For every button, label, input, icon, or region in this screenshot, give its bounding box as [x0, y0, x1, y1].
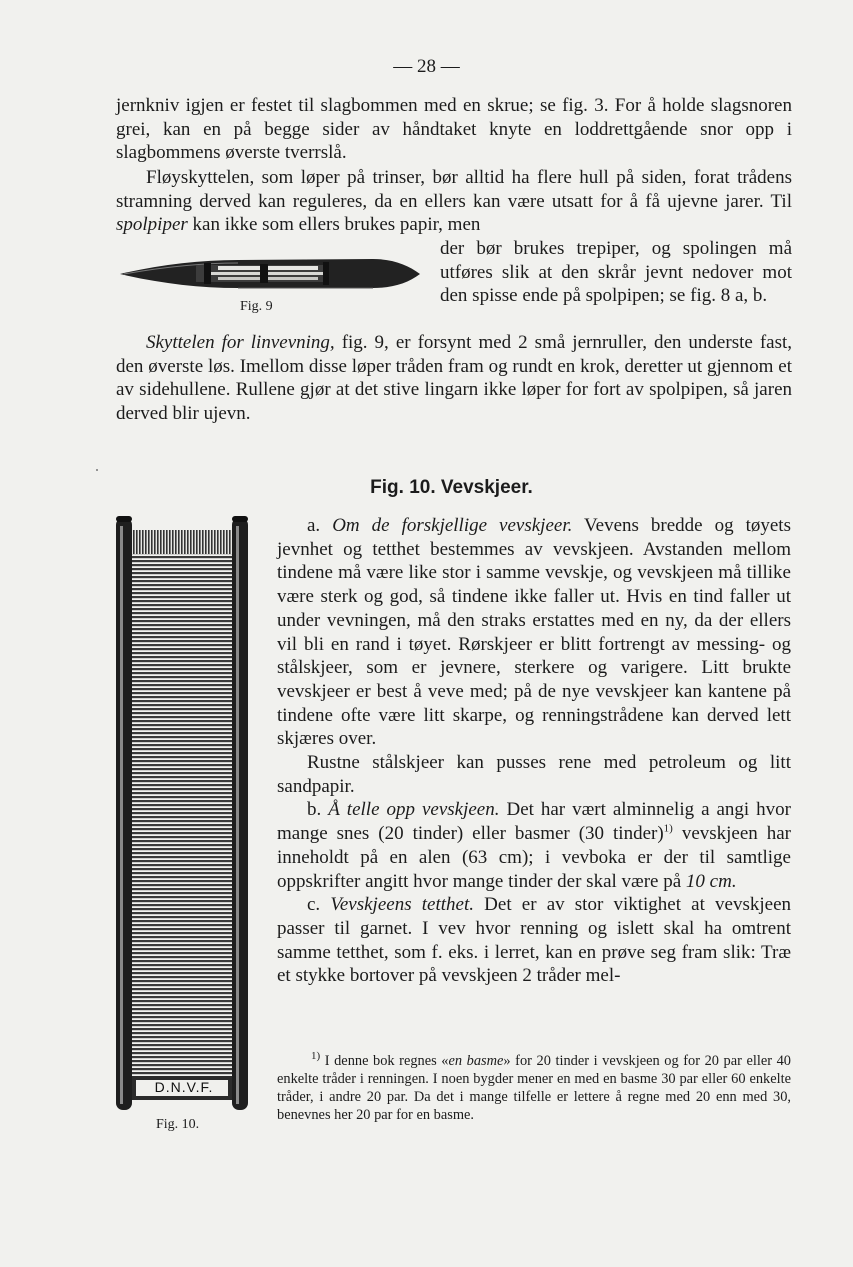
paragraph-floyskyttel	[116, 166, 792, 237]
floyskyttel-text-cont: kan ikke som ellers brukes papir, men	[192, 214, 481, 236]
page-number: — 28 —	[393, 56, 460, 77]
footnote-text-b: » for 20 tinder i vevskjeen og for 20 par eller 40 enkelte tråder i renningen. I noen bygder mener en med en basme 30 par eller 60 enkelte tråder, i andre 20 par. Da det i mange tilfelle er lettere å regne med 20 enn med 30, benevnes her 20 par for en basme.	[277, 1053, 791, 1123]
paragraph-section-a-rust: Rustne stålskjeer kan pusses rene med petroleum og litt sandpapir.	[277, 752, 791, 797]
section-c-text: Det er av stor viktighet at vevskjeen passer til garnet. I vev hvor renning og islett skal ha omtrent samme tetthet, som f. eks. i lerret, kan en prøve seg fram slik: Træ et stykke bortover på vevskjeen 2 tråder mel-	[277, 894, 792, 987]
skyttel-term: Skyttelen for linvevning,	[146, 332, 335, 353]
footnote-mark: 1)	[311, 1050, 321, 1063]
paragraph-spolpiper-side: der bør brukes trepiper, og spolingen må utføres slik at den skrår jevnt nedover mot den spisse ende på spolpipen; se fig. 8 a, b.	[440, 238, 792, 307]
footnote-text-a: I denne bok regnes «	[324, 1053, 449, 1069]
reed-text-column	[277, 514, 791, 988]
footnote-em: en basme	[448, 1053, 504, 1069]
floyskyttel-text: Fløyskyttelen, som løper på trinser, bør alltid ha flere hull på siden, forat trådens stramning derved kan reguleres, da en ellers kan være utsatt for å få ujevne jarer. Til	[116, 167, 792, 212]
fig10-caption: Fig. 10.	[156, 1117, 200, 1132]
spolpiper-term: spolpiper	[116, 214, 188, 236]
paragraph-section-a	[277, 514, 791, 751]
section-b-title: Å telle opp vevskjeen.	[328, 799, 500, 821]
footnote	[277, 1052, 791, 1124]
section-heading: Fig. 10. Vevskjeer.	[370, 477, 533, 498]
section-b-text-cont: vevskjeen har inneholdt på en alen (63 cm); i vevboka er der til samtlige oppskrifter angitt hvor mange tinder der skal være på	[277, 823, 792, 892]
footnote-ref[interactable]: 1)	[663, 822, 673, 835]
section-a-text: Vevens bredde og tøyets jevnhet og tetthet bestemmes av vevskjeen. Avstanden mellom tindene må være like stor i samme vevskje, og vevskjeen må tillike være sterk og god, så tindene ikke faller ut. Hvis en tind faller ut under vevningen, må den straks erstattes med en ny, da der ellers vil bli en rand i tøyet. Rørskjeer er blitt fortrengt av messing- og stålskjeer, som er jevnere, sterkere og varigere. Litt brukte vevskjeer er best å veve med; på de nye vevskjeer kan kantene på tindene ofte være litt skarpe, og renningstrådene kan derved lett skjæres over.	[277, 515, 791, 750]
section-b-em: 10 cm.	[685, 870, 737, 892]
section-c-title: Vevskjeens tetthet.	[330, 894, 474, 916]
page-speck	[96, 469, 98, 471]
fig9-caption: Fig. 9	[240, 299, 273, 314]
reed-illustration	[112, 516, 252, 1114]
skyttel-text: fig. 9, er forsynt med 2 små jernruller, den underste fast, den øverste løs. Imellom disse løper tråden fram og rundt en krok, deretter ut gjennom et av sidehullene. Rullene gjør at det stive lingarn ikke løper for fort av spolpipen, så jaren derved blir ujevn.	[116, 332, 792, 425]
paragraph-section-c	[277, 893, 791, 988]
shuttle-illustration	[118, 253, 422, 297]
paragraph-slagbom: jernkniv igjen er festet til slagbommen med en skrue; se fig. 3. For å holde slagsnoren grei, kan en på begge sider av håndtaket knyte en loddrettgående snor opp i slagbommens øverste tverrslå.	[116, 95, 792, 164]
paragraph-section-b	[277, 798, 791, 893]
section-c-label: c.	[307, 894, 321, 916]
reed-stamp: D.N.V.F.	[154, 1079, 214, 1095]
section-b-label: b.	[307, 799, 322, 821]
footnote-text	[277, 1052, 791, 1124]
section-a-title: Om de forskjellige vevskjeer.	[332, 515, 573, 536]
paragraph-skyttel-linvevning	[116, 331, 792, 426]
section-a-label: a.	[307, 515, 321, 536]
section-b-text: Det har vært alminnelig a angi hvor mange snes (20 tinder) eller basmer (30 tinder)	[277, 799, 792, 845]
